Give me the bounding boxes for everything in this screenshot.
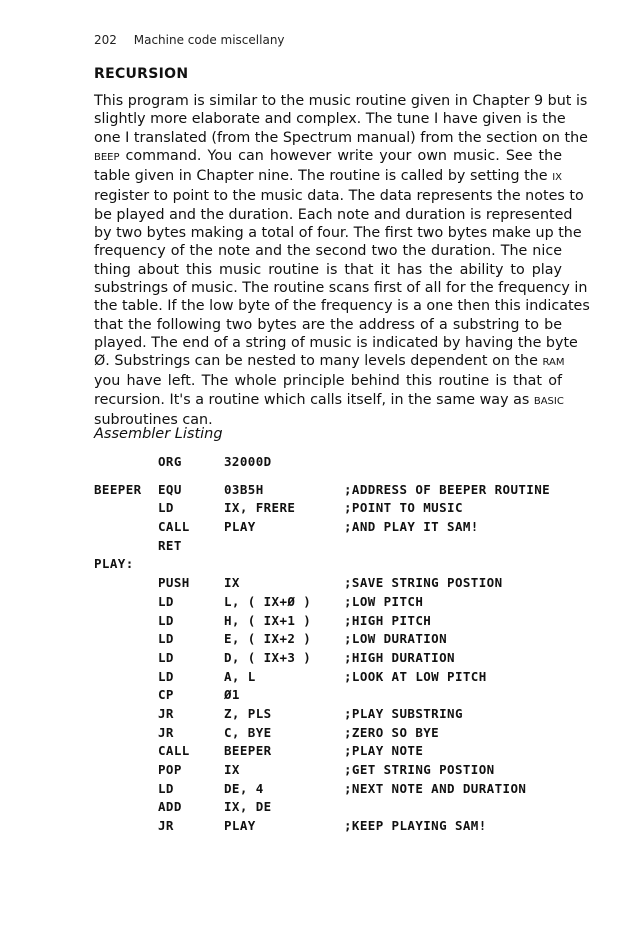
listing-comment: ;PLAY NOTE xyxy=(344,743,424,759)
listing-opcode: JR xyxy=(158,818,174,834)
listing-operand: C, BYE xyxy=(224,724,272,740)
listing-opcode: LD xyxy=(158,631,174,647)
listing-opcode: ADD xyxy=(158,799,182,815)
text-run: recursion. It's a routine which calls itself, in the same way as xyxy=(94,391,534,408)
listing-comment: ;HIGH DURATION xyxy=(344,649,455,665)
listing-comment: ;POINT TO MUSIC xyxy=(344,500,463,516)
paragraph-line xyxy=(94,167,562,187)
listing-opcode: JR xyxy=(158,705,174,721)
paragraph-line xyxy=(94,187,584,205)
text-run: that the following two bytes are the address of a substring to be xyxy=(94,316,562,333)
paragraph-line xyxy=(94,372,562,390)
listing-comment: ;GET STRING POSTION xyxy=(344,762,495,777)
listing-row xyxy=(94,818,564,837)
text-run: frequency of the note and the second two the duration. The nice xyxy=(94,243,562,260)
listing-operand: 32000D xyxy=(224,454,272,469)
listing-row xyxy=(94,669,564,688)
listing-opcode: LD xyxy=(158,668,174,684)
small-caps-term: IX xyxy=(552,172,562,184)
listing-heading: Assembler Listing xyxy=(94,426,223,442)
listing-row xyxy=(94,762,564,781)
listing-row xyxy=(94,650,564,669)
listing-row xyxy=(94,743,564,762)
listing-opcode: LD xyxy=(158,780,174,796)
listing-comment: ;LOW DURATION xyxy=(344,631,448,647)
listing-row xyxy=(94,781,564,800)
listing-label: PLAY: xyxy=(94,556,134,572)
listing-comment: ;AND PLAY IT SAM! xyxy=(344,519,479,535)
text-run: the table. If the low byte of the frequency is a one then this indicates xyxy=(94,298,590,315)
text-run: command. You can however write your own music. See the xyxy=(119,147,562,164)
listing-comment: ;NEXT NOTE AND DURATION xyxy=(344,780,527,796)
listing-opcode: RET xyxy=(158,537,182,553)
small-caps-term: BASIC xyxy=(533,395,564,407)
text-run: played. The end of a string of music is indicated by having the byte xyxy=(94,334,578,351)
paragraph-line xyxy=(94,129,588,147)
listing-row xyxy=(94,482,564,501)
listing-label: BEEPER xyxy=(94,481,142,497)
listing-operand: 03B5H xyxy=(224,481,264,497)
text-run: you have left. The whole principle behind this routine is that of xyxy=(94,373,562,390)
section-title: Machine code miscellany xyxy=(133,33,285,47)
listing-comment: ;ZERO SO BYE xyxy=(344,724,440,740)
page-number: 202 xyxy=(94,33,117,47)
listing-comment: ;KEEP PLAYING SAM! xyxy=(344,818,487,834)
paragraph-line xyxy=(94,334,578,352)
small-caps-term: RAM xyxy=(542,357,565,369)
listing-row xyxy=(94,706,564,725)
paragraph-line xyxy=(94,110,566,128)
text-run: substrings of music. The routine scans first of all for the frequency in xyxy=(94,279,588,296)
listing-opcode: LD xyxy=(158,500,174,516)
listing-opcode: LD xyxy=(158,593,174,609)
listing-comment: ;LOW PITCH xyxy=(344,593,424,609)
listing-row xyxy=(94,725,564,744)
listing-operand: Ø1 xyxy=(224,687,240,703)
listing-row xyxy=(94,538,564,557)
listing-operand: PLAY xyxy=(224,519,256,535)
listing-opcode: LD xyxy=(158,612,174,628)
listing-comment: ;SAVE STRING POSTION xyxy=(344,575,503,591)
text-run: register to point to the music data. The data represents the notes to xyxy=(94,188,584,205)
paragraph-line xyxy=(94,147,562,167)
listing-operand: PLAY xyxy=(224,818,256,834)
listing-row xyxy=(94,613,564,632)
listing-operand: E, ( IX+2 ) xyxy=(224,631,312,647)
body-paragraph xyxy=(94,92,590,429)
section-heading: RECURSION xyxy=(94,66,189,82)
text-run: This program is similar to the music routine given in Chapter 9 but is xyxy=(94,93,588,109)
listing-operand: D, ( IX+3 ) xyxy=(224,649,312,665)
listing-comment: ;HIGH PITCH xyxy=(344,612,432,628)
running-header xyxy=(94,33,285,47)
listing-operand: A, L xyxy=(224,668,256,684)
paragraph-line xyxy=(94,242,562,260)
small-caps-term: BEEP xyxy=(94,151,120,163)
text-run: table given in Chapter nine. The routine is called by setting the xyxy=(94,168,553,185)
listing-operand: IX xyxy=(224,575,240,591)
listing-opcode: PUSH xyxy=(158,575,190,591)
text-run: be played and the duration. Each note and duration is represented xyxy=(94,206,573,223)
listing-operand: DE, 4 xyxy=(224,780,264,796)
paragraph-line xyxy=(94,261,562,279)
listing-row xyxy=(94,594,564,613)
listing-opcode: CALL xyxy=(158,743,190,759)
listing-row xyxy=(94,454,564,473)
listing-operand: BEEPER xyxy=(224,743,272,759)
text-run: thing about this music routine is that it has the ability to play xyxy=(94,261,562,278)
listing-operand: IX, FRERE xyxy=(224,500,296,516)
listing-operand: L, ( IX+Ø ) xyxy=(224,593,312,609)
text-run: subroutines can. xyxy=(94,412,213,429)
paragraph-line xyxy=(94,297,590,315)
listing-row xyxy=(94,687,564,706)
listing-row xyxy=(94,799,564,818)
paragraph-line xyxy=(94,352,565,372)
text-run: by two bytes making a total of four. The first two bytes make up the xyxy=(94,225,582,242)
listing-operand: Z, PLS xyxy=(224,705,272,721)
listing-row xyxy=(94,519,564,538)
paragraph-line xyxy=(94,316,562,334)
listing-comment: ;ADDRESS OF BEEPER ROUTINE xyxy=(344,481,551,497)
listing-operand: H, ( IX+1 ) xyxy=(224,612,312,628)
paragraph-line xyxy=(94,224,582,242)
listing-row xyxy=(94,556,564,575)
listing-comment: ;PLAY SUBSTRING xyxy=(344,705,463,721)
listing-opcode: CALL xyxy=(158,519,190,535)
paragraph-line xyxy=(94,206,573,224)
text-run: Ø. Substrings can be nested to many levels dependent on the xyxy=(94,353,543,370)
listing-row xyxy=(94,575,564,594)
text-run: one I translated (from the Spectrum manual) from the section on the xyxy=(94,129,588,146)
listing-comment: ;LOOK AT LOW PITCH xyxy=(344,668,487,684)
listing-row xyxy=(94,500,564,519)
listing-opcode: LD xyxy=(158,649,174,665)
text-run: slightly more elaborate and complex. The tune I have given is the xyxy=(94,111,566,128)
listing-blank-line xyxy=(94,473,564,482)
assembler-listing xyxy=(94,454,564,837)
listing-opcode: ORG xyxy=(158,454,182,469)
paragraph-line xyxy=(94,279,588,297)
listing-opcode: JR xyxy=(158,724,174,740)
listing-opcode: POP xyxy=(158,762,182,777)
listing-operand: IX xyxy=(224,762,240,777)
listing-opcode: EQU xyxy=(158,481,182,497)
listing-row xyxy=(94,631,564,650)
listing-operand: IX, DE xyxy=(224,799,272,815)
listing-opcode: CP xyxy=(158,687,174,703)
paragraph-line xyxy=(94,391,562,411)
paragraph-line xyxy=(94,92,588,110)
